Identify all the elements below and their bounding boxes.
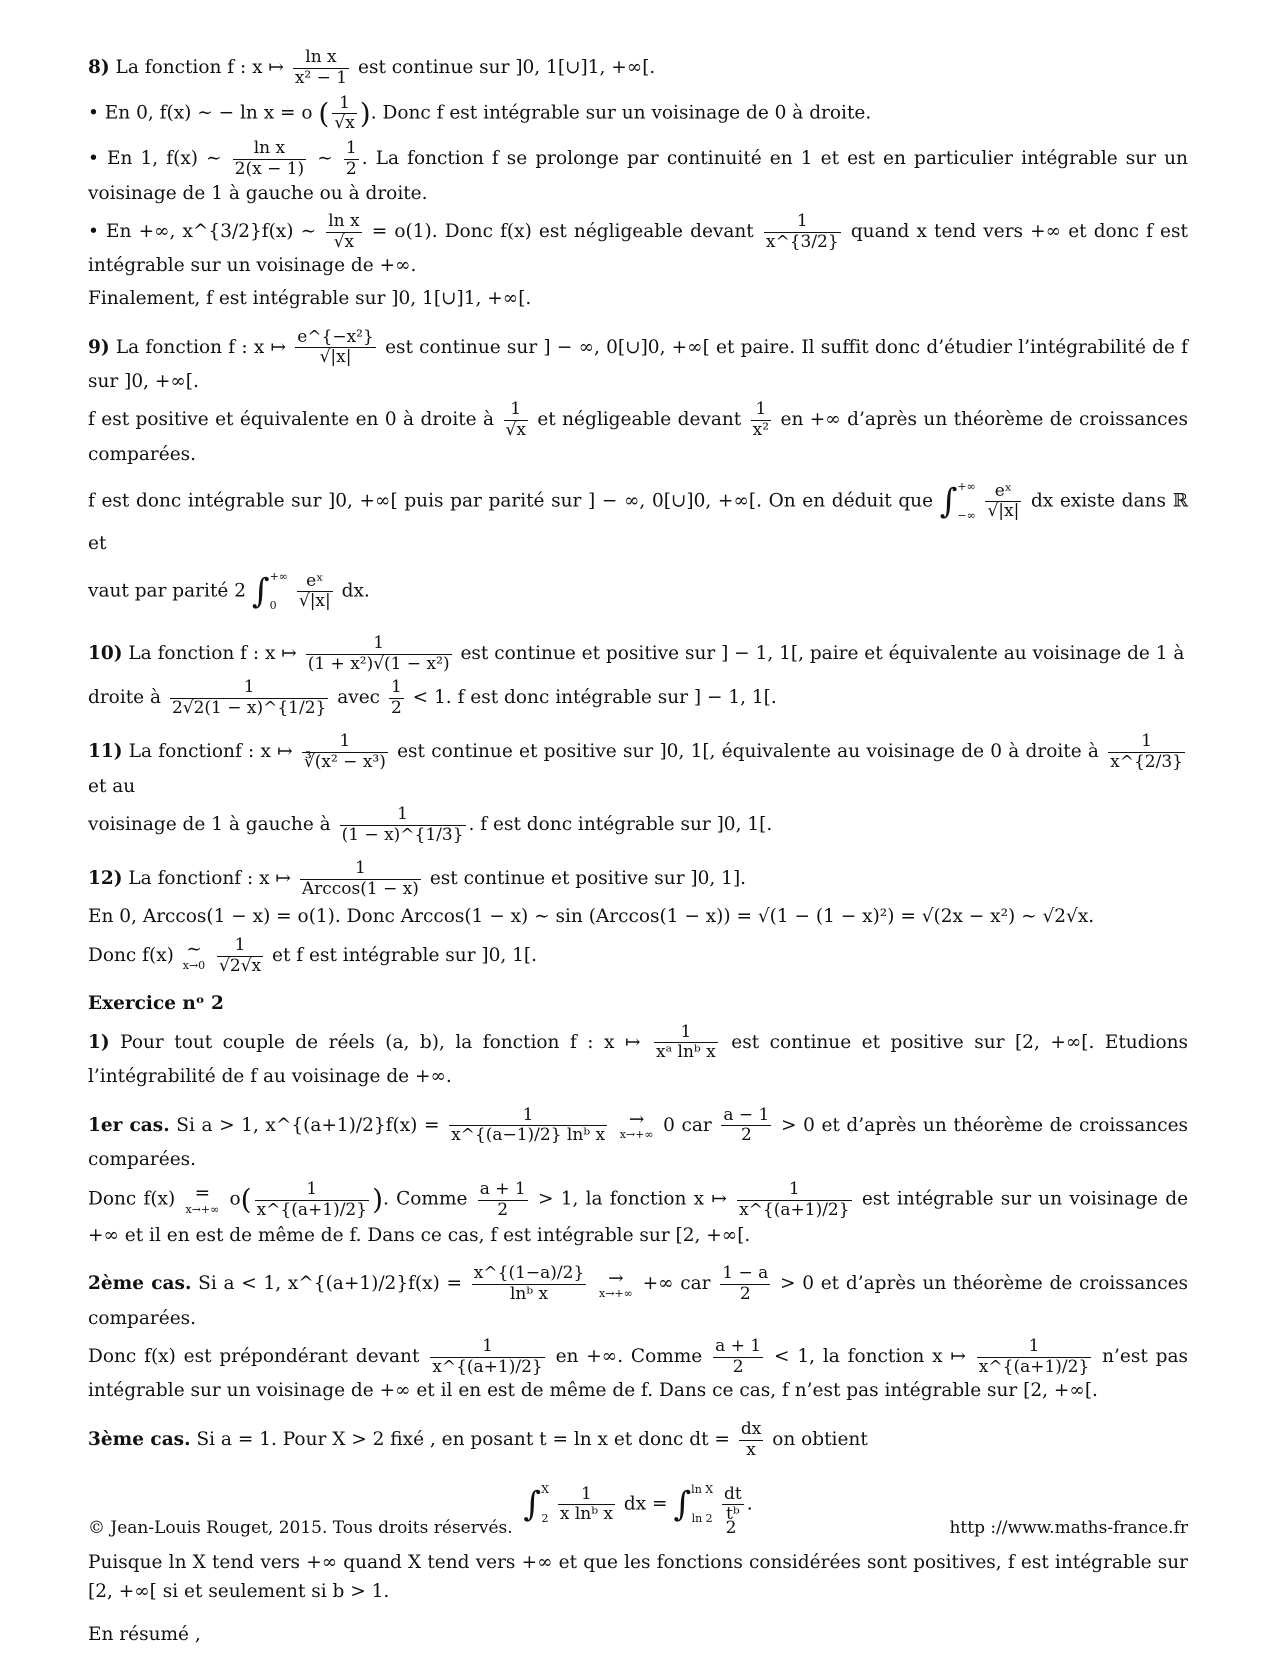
exercise-2-part-1: 1) Pour tout couple de réels (a, b), la fonction f : x ↦ $\frac{1}{\text{xᵃ lnᵇ x}}$ est continue et positive sur [2, +∞[. Etudions l’intégrabilité de f au voisinage de +∞.	[88, 1021, 1189, 1087]
integral-sign: ∫	[939, 481, 958, 522]
exercise-title: Exercice nᵒ 2	[88, 993, 224, 1015]
section-12-line-1: 12) La fonctionf : x ↦ $\frac{1}{\text{Arccos(1 − x)}}$ est continue et positive sur ]0, 1].	[88, 858, 747, 899]
section-8-conclusion: Finalement, f est intégrable sur ]0, 1[∪]1, +∞[.	[88, 288, 532, 310]
display-equation: ∫ X 2 $\frac{1}{\text{x lnᵇ x}}$ dx = ∫ ln X ln 2 $\frac{dt}{\text{tᵇ}}$ .	[523, 1483, 753, 1525]
case-3-line-1: 3ème cas. Si a = 1. Pour X > 2 fixé , en posant t = ln x et donc dt = $\frac{dx}{x}$ on obtient	[88, 1418, 868, 1460]
page-footer	[88, 1518, 1188, 1538]
case-1-line-1: 1er cas. Si a > 1, x^{(a+1)/2}f(x) = $\frac{1}{\text{x\textasciicircum{}\{(a−1)/2\} lnᵇ x}}$ → x→+∞ 0 car $\frac{a - 1}{2}$ > 0 et d’après un théorème de croissances comparées.	[88, 1104, 1189, 1170]
section-number: 11)	[88, 741, 123, 763]
section-12-line-3: Donc f(x) ∼ x→0 $\frac{1}{√2√x}$ et f est intégrable sur ]0, 1[.	[88, 935, 538, 976]
section-10-line-2: droite à $\frac{1}{2√2(1 - x)\^{}\{1/2\}}$ avec $\frac{1}{2}$ < 1. f est donc intégrable sur ] − 1, 1[.	[88, 677, 777, 718]
section-8-line-1: 8) La fonction f : x ↦ $\frac{\text{ln x}}{\text{x² − 1}}$ est continue sur ]0, 1[∪]1, +∞[.	[88, 47, 656, 88]
fraction: $\frac{\text{ln x}}{\text{x² − 1}}$	[294, 47, 348, 88]
section-9-line-1: 9) La fonction f : x ↦ $\frac{\text{e\textasciicircum{}\{−x²\}}}{√|x|}$ est continue sur ] − ∞, 0[∪]0, +∞[ et paire. Il suffit donc d’étudier l’intégrabilité de f sur ]0, +∞[.	[88, 326, 1188, 392]
case-3-conclusion: Puisque ln X tend vers +∞ quand X tend vers +∞ et que les fonctions considérées sont positives, f est intégrable sur [2, +∞[ si et seulement si b > 1.	[88, 1552, 1188, 1602]
document-page	[88, 48, 1188, 1653]
case-2-line-1: 2ème cas. Si a < 1, x^{(a+1)/2}f(x) = $\frac{x\^{}\{(1-a)/2\}}{\text{lnᵇ x}}$ → x→+∞ +∞ car $\frac{1 - a}{2}$ > 0 et d’après un théorème de croissances comparées.	[88, 1263, 1189, 1329]
case-1-line-2: Donc f(x) = x→+∞ o( $\frac{1}{x\^{}\{(a+1)/2\}}$ ). Comme $\frac{a + 1}{2}$ > 1, la fonction x ↦ $\frac{1}{x\^{}\{(a+1)/2\}}$ est intégrable sur un voisinage de +∞ et il en est de même de f. Dans ce cas, f est intégrable sur [2, +∞[.	[88, 1179, 1189, 1246]
website-url: http ://www.maths-france.fr	[949, 1518, 1188, 1538]
section-11-line-2: voisinage de 1 à gauche à $\frac{1}{(1 - x)\^{}\{1/3\}}$ . f est donc intégrable sur ]0, 1[.	[88, 804, 773, 845]
integral-sign: ∫	[251, 571, 270, 612]
copyright: © Jean-Louis Rouget, 2015. Tous droits réservés.	[88, 1518, 513, 1538]
section-9-line-3: f est donc intégrable sur ]0, +∞[ puis par parité sur ] − ∞, 0[∪]0, +∞[. On en déduit que ∫ +∞ −∞ $\frac{\text{eˣ}}{√|x|}$ dx existe dans ℝ et	[88, 480, 1188, 555]
section-number: 12)	[88, 868, 123, 890]
section-8-line-2: • En 0, f(x) ∼ − ln x = o ( $\frac{1}{√x}$ ). Donc f est intégrable sur un voisinage de 0 à droite.	[88, 92, 872, 134]
summary-line: En résumé ,	[88, 1623, 201, 1645]
case-2-line-2: Donc f(x) est prépondérant devant $\frac{1}{x\^{}\{(a+1)/2\}}$ en +∞. Comme $\frac{a + 1}{2}$ < 1, la fonction x ↦ $\frac{1}{x\^{}\{(a+1)/2\}}$ n’est pas intégrable sur un voisinage de +∞ et il en est de même de f. Dans ce cas, f n’est pas intégrable sur [2, +∞[.	[88, 1336, 1189, 1402]
section-8-line-4: • En +∞, x^{3/2}f(x) ∼ $\frac{\text{ln x}}{√x}$ = o(1). Donc f(x) est négligeable devant $\frac{1}{x\^{}\{3/2\}}$ quand x tend vers +∞ et donc f est intégrable sur un voisinage de +∞.	[88, 211, 1188, 277]
section-10-line-1: 10) La fonction f : x ↦ $\frac{1}{\text{(1 + x²)√(1 − x²)}}$ est continue et positive sur ] − 1, 1[, paire et équivalente au voisinage de 1 à	[88, 633, 1185, 674]
section-number: 10)	[88, 643, 123, 665]
section-8-line-3: • En 1, f(x) ∼ $\frac{\text{ln x}}{2(x - 1)}$ ∼ $\frac{1}{2}$ . La fonction f se prolonge par continuité en 1 et est en particulier intégrable sur un voisinage de 1 à gauche ou à droite.	[88, 138, 1188, 204]
section-11-line-1: 11) La fonctionf : x ↦ $\frac{1}{\text{∛(x² − x³)}}$ est continue et positive sur ]0, 1[, équivalente au voisinage de 0 à droite à $\frac{1}{x\^{}\{2/3\}}$ et au	[88, 731, 1183, 797]
section-9-line-2: f est positive et équivalente en 0 à droite à $\frac{1}{√x}$ et négligeable devant $\frac{1}{\text{x²}}$ en +∞ d’après un théorème de croissances comparées.	[88, 399, 1188, 465]
section-number: 9)	[88, 336, 110, 358]
page-number: 2	[725, 1518, 737, 1538]
section-12-line-2: En 0, Arccos(1 − x) = o(1). Donc Arccos(1 − x) ∼ sin (Arccos(1 − x)) = √(1 − (1 − x)²) = √(2x − x²) ∼ √2√x.	[88, 906, 1095, 928]
section-number: 8)	[88, 57, 110, 79]
section-9-line-4: vaut par parité 2 ∫ +∞ 0 $\frac{\text{eˣ}}{√|x|}$ dx.	[88, 570, 370, 612]
